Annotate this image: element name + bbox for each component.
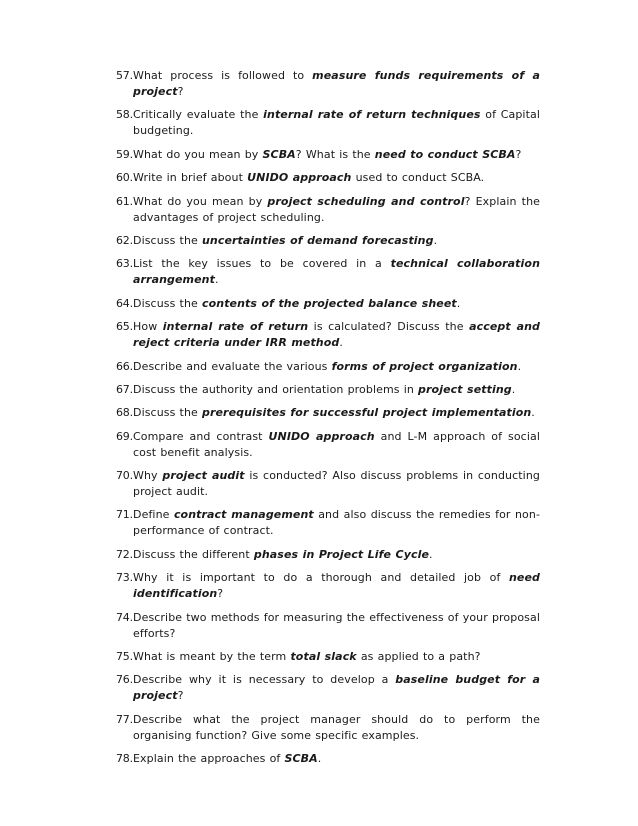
question-text — [133, 751, 540, 767]
question-text-segment: Describe and evaluate the various — [133, 359, 332, 373]
question-text — [133, 570, 540, 602]
question-item — [116, 194, 540, 226]
question-text-segment: of Capital budgeting. — [133, 108, 541, 138]
question-text-segment: ? — [177, 689, 184, 703]
question-number: 73. — [116, 571, 133, 585]
question-text — [133, 68, 540, 100]
question-item — [116, 296, 540, 312]
question-number: 71. — [116, 508, 133, 522]
question-number: 59. — [116, 147, 133, 161]
question-number: 70. — [116, 469, 133, 483]
emphasized-term: internal rate of return — [162, 320, 309, 334]
question-text-segment: . — [317, 752, 322, 766]
question-number: 76. — [116, 673, 133, 687]
question-text-segment: ? — [515, 147, 522, 161]
question-number: 72. — [116, 547, 133, 561]
question-text-segment: What do you mean by — [133, 147, 263, 161]
question-text-segment: Compare and contrast — [133, 429, 269, 443]
question-item — [116, 147, 540, 163]
question-text-segment: ? What is the — [295, 147, 375, 161]
question-number: 74. — [116, 610, 133, 624]
question-text-segment: Why — [133, 469, 163, 483]
question-number: 66. — [116, 359, 133, 373]
emphasized-term: project setting — [418, 382, 512, 396]
question-item — [116, 468, 540, 500]
question-text-segment: ? — [177, 85, 184, 98]
question-number: 68. — [116, 406, 133, 420]
question-text-segment: as applied to a path? — [356, 650, 481, 664]
question-text-segment: Describe what the project manager should do to perform the organising function? Give some specific examples. — [133, 712, 540, 742]
emphasized-term: need identification — [133, 571, 540, 601]
question-text-segment: Describe why it is necessary to develop a — [133, 673, 396, 687]
question-item — [116, 429, 540, 461]
question-text-segment: ? — [217, 587, 224, 601]
question-item — [116, 405, 540, 421]
emphasized-term: SCBA — [262, 147, 296, 161]
question-number: 78. — [116, 752, 133, 766]
question-text — [133, 649, 540, 665]
question-text-segment: is conducted? Also discuss problems in conducting project audit. — [133, 469, 540, 499]
question-text-segment: Discuss the — [133, 296, 202, 310]
question-text-segment: ? Explain the advantages of project scheduling. — [133, 194, 541, 224]
question-text — [133, 319, 540, 351]
question-text-segment: Explain the approaches of — [133, 752, 285, 766]
question-number: 65. — [116, 320, 133, 334]
question-text — [133, 547, 540, 563]
question-number: 58. — [116, 108, 133, 122]
question-text — [133, 359, 540, 375]
question-text-segment: Why it is important to do a thorough and detailed job of — [133, 571, 509, 585]
question-text — [133, 429, 540, 461]
question-number: 63. — [116, 257, 133, 271]
question-item — [116, 649, 540, 665]
emphasized-term: technical collaboration arrangement — [133, 257, 540, 287]
question-text — [133, 296, 540, 312]
question-text — [133, 405, 540, 421]
question-text — [133, 468, 540, 500]
question-text-segment: . — [511, 382, 516, 396]
question-text-segment: Critically evaluate the — [133, 108, 264, 122]
question-item — [116, 382, 540, 398]
emphasized-term: uncertainties of demand forecasting — [201, 233, 434, 247]
question-text — [133, 712, 540, 744]
emphasized-term: prerequisites for successful project implementation — [201, 406, 532, 420]
question-item — [116, 107, 540, 139]
question-text-segment: Discuss the authority and orientation problems in — [133, 382, 419, 396]
emphasized-term: need to conduct SCBA — [374, 147, 516, 161]
question-text-segment: What process is followed to — [133, 69, 313, 82]
question-number: 62. — [116, 233, 133, 247]
question-text-segment: is calculated? Discuss the — [308, 320, 470, 334]
question-text — [133, 170, 540, 186]
question-text-segment: . — [214, 273, 219, 287]
question-text-segment: Discuss the different — [133, 547, 254, 561]
question-number: 57. — [116, 69, 133, 82]
question-number: 69. — [116, 429, 133, 443]
emphasized-term: measure funds requirements of a project — [133, 69, 540, 98]
question-text-segment: List the key issues to be covered in a — [133, 257, 391, 271]
emphasized-term: total slack — [290, 650, 357, 664]
question-text — [133, 194, 540, 226]
question-item — [116, 547, 540, 563]
question-text-segment: Write in brief about — [133, 171, 248, 185]
question-text-segment: Discuss the — [133, 233, 202, 247]
question-item — [116, 256, 540, 288]
question-text-segment: Discuss the — [133, 406, 202, 420]
question-text — [133, 610, 540, 642]
question-text-segment: and L-M approach of social cost benefit analysis. — [133, 429, 540, 459]
emphasized-term: baseline budget for a project — [133, 673, 540, 703]
emphasized-term: SCBA — [284, 752, 318, 766]
question-item — [116, 319, 540, 351]
emphasized-term: UNIDO approach — [247, 171, 352, 185]
question-item — [116, 233, 540, 249]
question-text-segment: How — [133, 320, 163, 334]
question-item — [116, 751, 540, 767]
question-item — [116, 68, 540, 100]
question-text — [133, 107, 540, 139]
question-text-segment: . — [531, 406, 535, 420]
question-text-segment: Describe two methods for measuring the effectiveness of your proposal efforts? — [133, 610, 540, 640]
question-item — [116, 507, 540, 539]
question-text-segment: . — [339, 336, 343, 350]
question-text-segment: Define — [133, 508, 174, 522]
emphasized-term: project audit — [162, 469, 245, 483]
question-text-segment: . — [517, 359, 522, 373]
question-number: 64. — [116, 296, 133, 310]
question-item — [116, 170, 540, 186]
question-text-segment: . — [429, 547, 433, 561]
emphasized-term: accept and reject criteria under IRR method — [133, 320, 541, 350]
question-number: 61. — [116, 194, 133, 208]
emphasized-term: internal rate of return techniques — [263, 108, 481, 122]
question-text-segment: used to conduct SCBA. — [351, 171, 485, 185]
emphasized-term: UNIDO approach — [268, 429, 375, 443]
question-text — [133, 147, 540, 163]
question-number: 77. — [116, 712, 133, 726]
question-list — [116, 68, 540, 775]
question-number: 75. — [116, 650, 133, 664]
question-text-segment: . — [456, 296, 461, 310]
question-item — [116, 359, 540, 375]
question-item — [116, 672, 540, 704]
emphasized-term: project scheduling and control — [267, 194, 465, 208]
question-text — [133, 507, 540, 539]
question-text-segment: . — [433, 233, 438, 247]
question-item — [116, 570, 540, 602]
question-item — [116, 610, 540, 642]
question-number: 60. — [116, 171, 133, 185]
question-text-segment: What do you mean by — [133, 194, 268, 208]
question-text-segment: What is meant by the term — [133, 650, 291, 664]
question-number: 67. — [116, 382, 133, 396]
question-text-segment: and also discuss the remedies for non-performance of contract. — [133, 508, 541, 538]
question-text — [133, 233, 540, 249]
question-text — [133, 382, 540, 398]
emphasized-term: forms of project organization — [331, 359, 518, 373]
emphasized-term: contract management — [173, 508, 314, 522]
question-text — [133, 672, 540, 704]
emphasized-term: contents of the projected balance sheet — [201, 296, 457, 310]
question-item — [116, 712, 540, 744]
question-text — [133, 256, 540, 288]
emphasized-term: phases in Project Life Cycle — [253, 547, 430, 561]
